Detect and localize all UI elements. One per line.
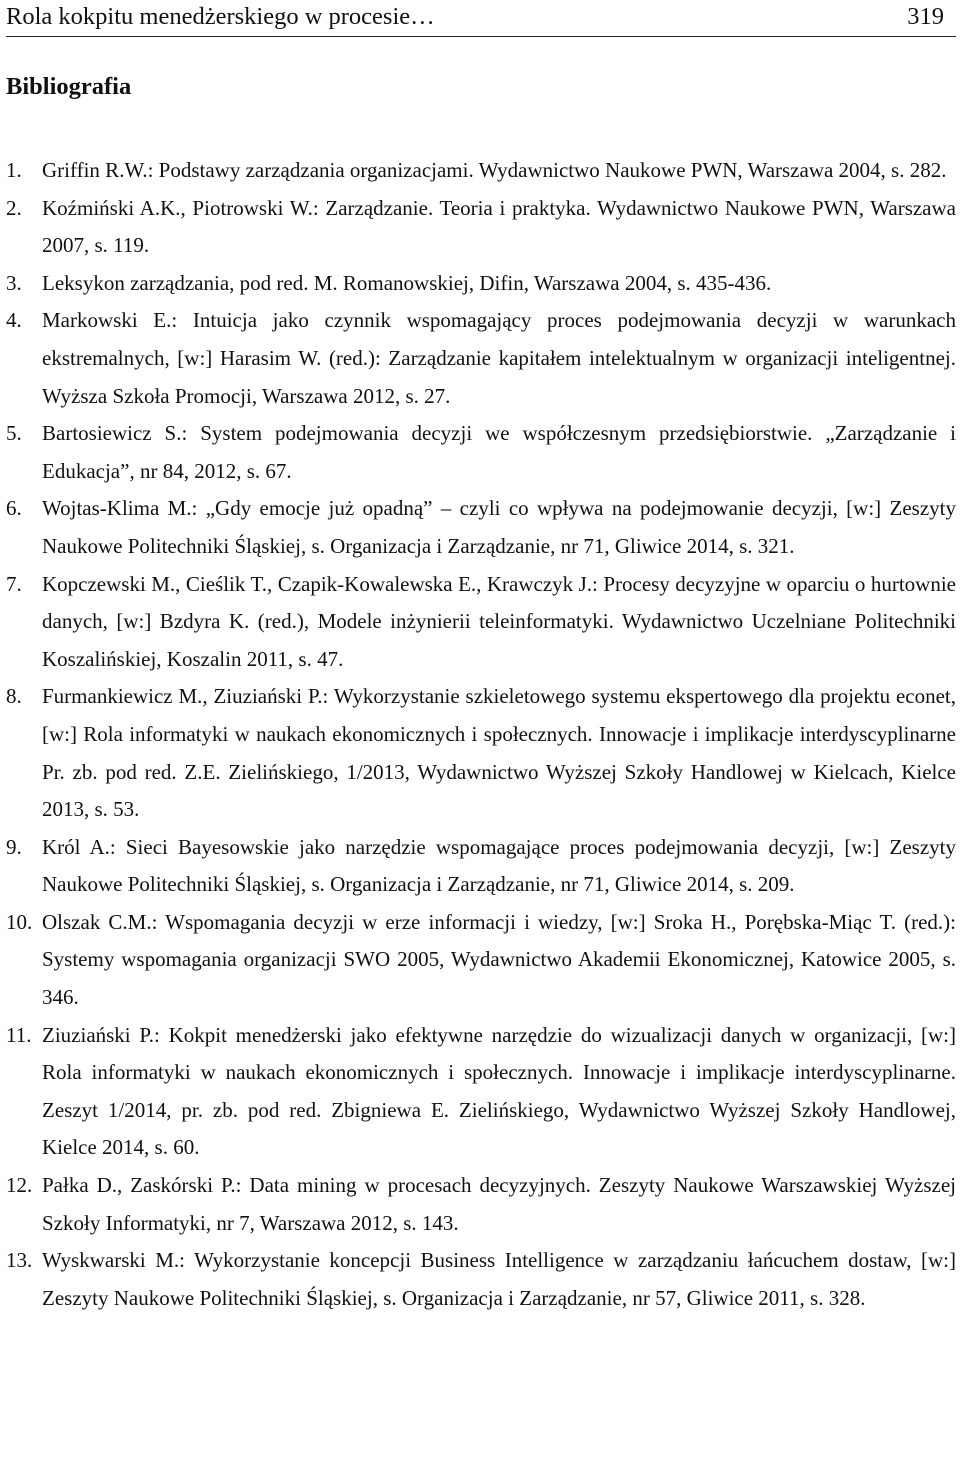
entry-text: Wojtas-Klima M.: „Gdy emocje już opadną” – czyli co wpływa na podejmowanie decyzji, [w:] Zeszyty Naukowe Politechniki Śląskiej, s. Organizacja i Zarządzanie, nr 71, Gliwice 2014, s. 321. xyxy=(42,496,956,558)
entry-text: Ziuziański P.: Kokpit menedżerski jako efektywne narzędzie do wizualizacji danych w organizacji, [w:] Rola informatyki w naukach ekonomicznych i społecznych. Innowacje i implikacje interdyscyplinarne. Zeszyt 1/2014, pr. zb. pod red. Zbigniewa E. Zielińskiego, Wydawnictwo Wyższej Szkoły Handlowej, Kielce 2014, s. 60. xyxy=(42,1022,956,1160)
bibliography-list xyxy=(6,152,956,1317)
entry-text: Furmankiewicz M., Ziuziański P.: Wykorzystanie szkieletowego systemu ekspertowego dla projektu econet, [w:] Rola informatyki w naukach ekonomicznych i społecznych. Innowacje i implikacje interdyscyplinarne Pr. zb. pod red. Z.E. Zielińskiego, 1/2013, Wydawnictwo Wyższej Szkoły Handlowej w Kielcach, Kielce 2013, s. 53. xyxy=(42,684,956,822)
entry-number: 11. xyxy=(6,1022,32,1047)
entry-text: Markowski E.: Intuicja jako czynnik wspomagający proces podejmowania decyzji w warunkach ekstremalnych, [w:] Harasim W. (red.): Zarządzanie kapitałem intelektualnym w organizacji inteligentnej. Wyższa Szkoła Promocji, Warszawa 2012, s. 27. xyxy=(42,308,956,408)
bibliography-entry xyxy=(6,1242,956,1317)
entry-number: 3. xyxy=(6,270,22,295)
entry-text: Król A.: Sieci Bayesowskie jako narzędzie wspomagające proces podejmowania decyzji, [w:] Zeszyty Naukowe Politechniki Śląskiej, s. Organizacja i Zarządzanie, nr 71, Gliwice 2014, s. 209. xyxy=(42,834,956,897)
entry-number: 10. xyxy=(6,909,33,934)
page-number: 319 xyxy=(907,3,944,30)
entry-text: Leksykon zarządzania, pod red. M. Romanowskiej, Difin, Warszawa 2004, s. 435-436. xyxy=(42,270,772,295)
bibliography-entry xyxy=(6,415,956,490)
entry-text: Bartosiewicz S.: System podejmowania decyzji we współczesnym przedsiębiorstwie. „Zarządzanie i Edukacja”, nr 84, 2012, s. 67. xyxy=(42,421,956,483)
bibliography-entry xyxy=(6,566,956,679)
entry-text: Kopczewski M., Cieślik T., Czapik-Kowalewska E., Krawczyk J.: Procesy decyzyjne w oparciu o hurtownie danych, [w:] Bzdyra K. (red.), Modele inżynierii teleinformatyki. Wydawnictwo Uczelniane Politechniki Koszalińskiej, Koszalin 2011, s. 47. xyxy=(42,571,956,671)
bibliography-entry xyxy=(6,190,956,265)
bibliography-entry xyxy=(6,1017,956,1167)
entry-number: 2. xyxy=(6,195,22,220)
bibliography-entry xyxy=(6,302,956,415)
running-title: Rola kokpitu menedżerskiego w procesie… xyxy=(6,3,435,30)
entry-number: 13. xyxy=(6,1248,33,1273)
entry-number: 1. xyxy=(6,158,22,182)
entry-number: 5. xyxy=(6,421,22,446)
entry-text: Olszak C.M.: Wspomagania decyzji w erze informacji i wiedzy, [w:] Sroka H., Porębska-Miąc T. (red.): Systemy wspomagania organizacji SWO 2005, Wydawnictwo Akademii Ekonomicznej, Katowice 2005, s. 346. xyxy=(42,909,956,1010)
bibliography-entry xyxy=(6,1167,956,1242)
entry-text: Pałka D., Zaskórski P.: Data mining w procesach decyzyjnych. Zeszyty Naukowe Warszawskiej Wyższej Szkoły Informatyki, nr 7, Warszawa 2012, s. 143. xyxy=(42,1173,956,1235)
entry-number: 9. xyxy=(6,834,22,859)
entry-number: 4. xyxy=(6,308,22,333)
bibliography-entry xyxy=(6,678,956,828)
running-header xyxy=(6,0,956,37)
bibliography-entry xyxy=(6,152,956,190)
bibliography-entry xyxy=(6,490,956,565)
entry-text: Koźmiński A.K., Piotrowski W.: Zarządzanie. Teoria i praktyka. Wydawnictwo Naukowe PWN, Warszawa 2007, s. 119. xyxy=(42,195,956,258)
bibliography-entry xyxy=(6,829,956,904)
entry-number: 6. xyxy=(6,496,22,521)
entry-number: 7. xyxy=(6,571,22,596)
entry-number: 12. xyxy=(6,1173,33,1198)
entry-number: 8. xyxy=(6,684,22,709)
bibliography-entry xyxy=(6,265,956,303)
section-title: Bibliografia xyxy=(6,73,132,100)
bibliography-entry xyxy=(6,904,956,1017)
entry-text: Wyskwarski M.: Wykorzystanie koncepcji Business Intelligence w zarządzaniu łańcuchem dostaw, [w:] Zeszyty Naukowe Politechniki Śląskiej, s. Organizacja i Zarządzanie, nr 57, Gliwice 2011, s. 328. xyxy=(42,1248,956,1310)
entry-text: Griffin R.W.: Podstawy zarządzania organizacjami. Wydawnictwo Naukowe PWN, Warszawa 2004, s. 282. xyxy=(42,158,947,182)
